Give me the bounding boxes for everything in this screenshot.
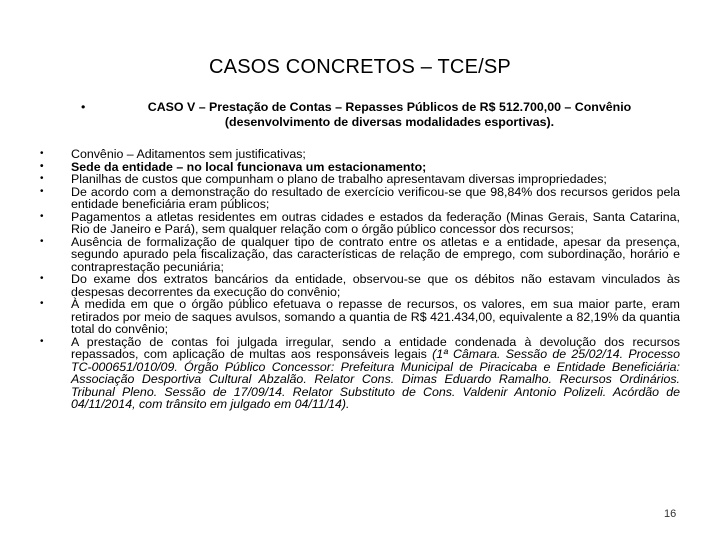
case-heading [76, 100, 676, 130]
bullet: • [40, 185, 44, 197]
list-item-text: Pagamentos a atletas residentes em outras cidades e estados da federação (Minas Gerais, Santa Catarina, Rio de Janeiro e Pará), sem qualquer relação com o órgão público concessor dos recursos; [71, 209, 680, 236]
list-item-text: A prestação de contas foi julgada irregular, sendo a entidade condenada à devolução dos recursos repassados, com aplicação de multas aos responsáveis legais [71, 334, 680, 361]
case-heading-text [103, 100, 676, 130]
list-item [40, 273, 680, 298]
bullet: • [40, 148, 44, 159]
bullet: • [40, 173, 44, 184]
bullet: • [40, 335, 44, 347]
page-number: 16 [664, 508, 677, 520]
bullet: • [40, 160, 44, 172]
list-item-text: Ausência de formalização de qualquer tipo de contrato entre os atletas e a entidade, apesar da presença, segundo apurado pela fiscalização, das características de relação de emprego, com subordinação, horário e contraprestação pecuniária; [71, 234, 680, 274]
list-item-text: De acordo com a demonstração do resultado de exercício verificou-se que 98,84% dos recursos geridos pela entidade beneficiária eram públicos; [71, 184, 680, 211]
list-item [40, 186, 680, 211]
bullet: • [40, 235, 44, 247]
facts-list [40, 148, 680, 411]
list-item-text: Do exame dos extratos bancários da entidade, observou-se que os débitos não estavam vinculados às despesas decorrentes da execução do convênio; [71, 272, 680, 299]
list-item-text: Planilhas de custos que compunham o plano de trabalho apresentavam diversas impropriedades; [71, 172, 607, 186]
bullet: • [40, 298, 44, 309]
bullet: • [40, 273, 44, 284]
list-item [40, 336, 680, 411]
list-item [40, 298, 680, 336]
bullet: • [40, 210, 44, 222]
list-item [40, 236, 680, 274]
bullet: • [81, 100, 86, 114]
list-item-text: À medida em que o órgão público efetuava o repasse de recursos, os valores, em sua maior parte, eram retirados por meio de saques avulsos, somando a quantia de R$ 421.434,00, equivalente a 82,19% da quantia total do convênio; [71, 297, 680, 336]
list-item [40, 211, 680, 236]
case-heading-line1: CASO V – Prestação de Contas – Repasses Públicos de R$ 512.700,00 – Convênio [147, 100, 632, 114]
slide-title: CASOS CONCRETOS – TCE/SP [209, 56, 511, 78]
list-item-text: Convênio – Aditamentos sem justificativas; [71, 147, 306, 161]
list-item-text: Sede da entidade – no local funcionava um estacionamento; [71, 159, 427, 174]
citation: (1ª Câmara. Sessão de 25/02/14. Processo TC-000651/010/09. Órgão Público Concessor: Prefeitura Municipal de Piracicaba e Entidade Beneficiária: Associação Desportiva Cultural Abzalão. Relator Cons. Dimas Eduardo Ramalho. Recursos Ordinários. Tribunal Pleno. Sessão de 17/09/14. Relator Substituto de Cons. Valdenir Antonio Polizeli. Acórdão de 04/11/2014, com trânsito em julgado em 04/11/14). [71, 347, 681, 411]
case-heading-line2: (desenvolvimento de diversas modalidades esportivas). [224, 115, 555, 129]
